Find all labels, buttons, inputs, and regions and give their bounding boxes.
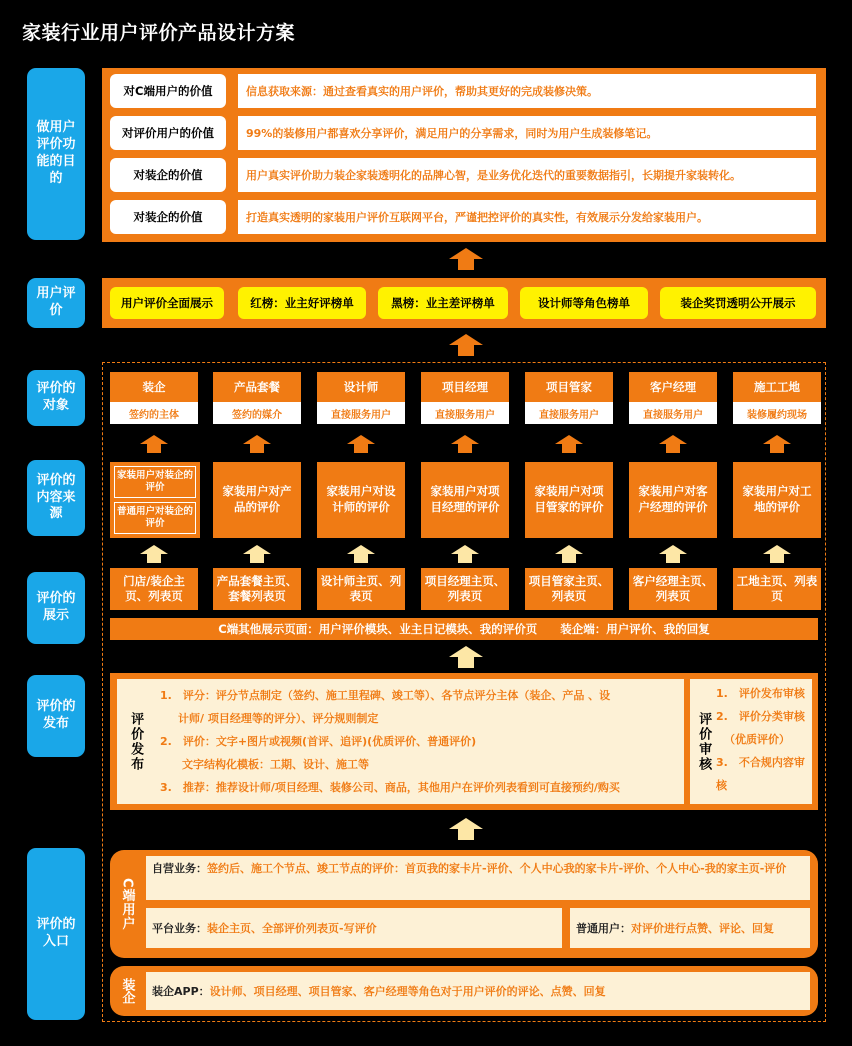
entry-self-box [146, 856, 810, 900]
publish-line-3: 2. 评价：文字+图片或视频(首评、追评)(优质评价、普通评价) [160, 735, 477, 748]
object-desc: 直接服务用户 [317, 402, 405, 424]
publish-line-5: 3. 推荐：推荐设计师/项目经理、装修公司、商品，其他用户在评价列表看到可直接预约/购买 [160, 781, 620, 794]
arrow-up-icon [347, 435, 375, 457]
entry-biz-label: 装企 [119, 978, 135, 1004]
display-item: 项目管家主页、列表页 [525, 568, 613, 610]
content-item: 家装用户对工地的评价 [733, 462, 821, 538]
publish-line-4: 文字结构化模板：工期、设计、施工等 [182, 758, 369, 771]
object-name: 项目经理 [421, 372, 509, 402]
object-desc: 直接服务用户 [629, 402, 717, 424]
user-review-item: 用户评价全面展示 [110, 287, 224, 319]
content-item: 家装用户对客户经理的评价 [629, 462, 717, 538]
arrow-up-icon [659, 435, 687, 457]
entry-normal-text: 对评价进行点赞、评论、回复 [631, 922, 774, 935]
object-desc: 签约的媒介 [213, 402, 301, 424]
arrow-up-icon [451, 545, 479, 567]
value-text: 信息获取来源：通过查看真实的用户评价，帮助其更好的完成装修决策。 [238, 74, 816, 108]
value-text: 用户真实评价助力装企家装透明化的品牌心智，是业务优化迭代的重要数据指引，长期提升家装转化。 [238, 158, 816, 192]
value-text: 打造真实透明的家装用户评价互联网平台，严谨把控评价的真实性，有效展示分发给家装用户。 [238, 200, 816, 234]
review-label: 评价审核 [696, 712, 712, 772]
entry-self-label: 自营业务： [152, 862, 207, 875]
label-purpose: 做用户评价功能的目的 [27, 68, 85, 240]
arrow-up-icon [763, 545, 791, 567]
arrow-up-icon [659, 545, 687, 567]
entry-app-text: 设计师、项目经理、项目管家、客户经理等角色对于用户评价的评论、点赞、回复 [209, 985, 606, 998]
review-line-4: 3. 不合规内容审 [716, 756, 805, 769]
object-name: 产品套餐 [213, 372, 301, 402]
value-text: 99%的装修用户都喜欢分享评价，满足用户的分享需求，同时为用户生成装修笔记。 [238, 116, 816, 150]
object-name: 施工工地 [733, 372, 821, 402]
content-first-item: 家装用户对装企的评价 [114, 466, 196, 498]
publish-label: 评价发布 [128, 712, 144, 772]
review-line-3: （优质评价） [724, 733, 790, 746]
display-item: 门店/装企主页、列表页 [110, 568, 198, 610]
label-objects: 评价的对象 [27, 370, 85, 426]
object-desc: 签约的主体 [110, 402, 198, 424]
value-label: 对C端用户的价值 [110, 74, 226, 108]
display-bar: C端其他展示页面：用户评价模块、业主日记模块、我的评价页 装企端：用户评价、我的回复 [110, 618, 818, 640]
arrow-up-icon [243, 435, 271, 457]
content-item: 家装用户对设计师的评价 [317, 462, 405, 538]
display-item: 项目经理主页、列表页 [421, 568, 509, 610]
display-item: 产品套餐主页、套餐列表页 [213, 568, 301, 610]
arrow-up-icon [449, 646, 483, 672]
label-entry: 评价的入口 [27, 848, 85, 1020]
arrow-up-icon [449, 248, 483, 274]
entry-c-label: C端用户 [119, 877, 135, 931]
label-display: 评价的展示 [27, 572, 85, 644]
arrow-up-icon [449, 818, 483, 844]
arrow-up-icon [140, 545, 168, 567]
object-name: 客户经理 [629, 372, 717, 402]
object-name: 设计师 [317, 372, 405, 402]
publish-line-2: 计师/ 项目经理等的评分）、评分规则制定 [178, 712, 379, 725]
entry-normal-label: 普通用户： [576, 922, 631, 935]
user-review-item: 设计师等角色榜单 [520, 287, 648, 319]
arrow-up-icon [140, 435, 168, 457]
object-name: 装企 [110, 372, 198, 402]
value-label: 对装企的价值 [110, 158, 226, 192]
content-item: 家装用户对项目管家的评价 [525, 462, 613, 538]
review-line-5: 核 [716, 779, 727, 792]
review-lines [716, 682, 812, 797]
entry-app-box [146, 972, 810, 1010]
content-item: 家装用户对项目经理的评价 [421, 462, 509, 538]
entry-normal-box [570, 908, 810, 948]
object-desc: 装修履约现场 [733, 402, 821, 424]
arrow-up-icon [243, 545, 271, 567]
entry-app-label: 装企APP： [152, 985, 210, 998]
entry-platform-box [146, 908, 562, 948]
arrow-up-icon [347, 545, 375, 567]
arrow-up-icon [555, 435, 583, 457]
object-name: 项目管家 [525, 372, 613, 402]
content-item: 家装用户对产品的评价 [213, 462, 301, 538]
display-item: 客户经理主页、列表页 [629, 568, 717, 610]
publish-line-1: 1. 评分：评分节点制定（签约、施工里程碑、竣工等）、各节点评分主体（装企、产品 、设 [160, 689, 611, 702]
label-user-review: 用户评价 [27, 278, 85, 328]
object-desc: 直接服务用户 [525, 402, 613, 424]
label-content-source: 评价的内容来源 [27, 460, 85, 536]
entry-self-text: 签约后、施工个节点、竣工节点的评价：首页我的家卡片-评价、个人中心我的家卡片-评价、个人中心-我的家主页-评价 [207, 862, 787, 875]
object-desc: 直接服务用户 [421, 402, 509, 424]
user-review-item: 黑榜：业主差评榜单 [378, 287, 508, 319]
review-line-2: 2. 评价分类审核 [716, 710, 805, 723]
arrow-up-icon [449, 334, 483, 360]
content-first-item: 普通用户对装企的评价 [114, 502, 196, 534]
arrow-up-icon [451, 435, 479, 457]
value-label: 对装企的价值 [110, 200, 226, 234]
user-review-item: 装企奖罚透明公开展示 [660, 287, 816, 319]
publish-lines [160, 684, 680, 799]
entry-platform-label: 平台业务： [152, 922, 207, 935]
display-item: 工地主页、列表页 [733, 568, 821, 610]
page-title: 家装行业用户评价产品设计方案 [22, 22, 296, 44]
review-line-1: 1. 评价发布审核 [716, 687, 805, 700]
arrow-up-icon [763, 435, 791, 457]
value-label: 对评价用户的价值 [110, 116, 226, 150]
display-item: 设计师主页、列表页 [317, 568, 405, 610]
arrow-up-icon [555, 545, 583, 567]
user-review-item: 红榜：业主好评榜单 [238, 287, 366, 319]
label-publish: 评价的发布 [27, 675, 85, 757]
entry-platform-text: 装企主页、全部评价列表页-写评价 [207, 922, 377, 935]
